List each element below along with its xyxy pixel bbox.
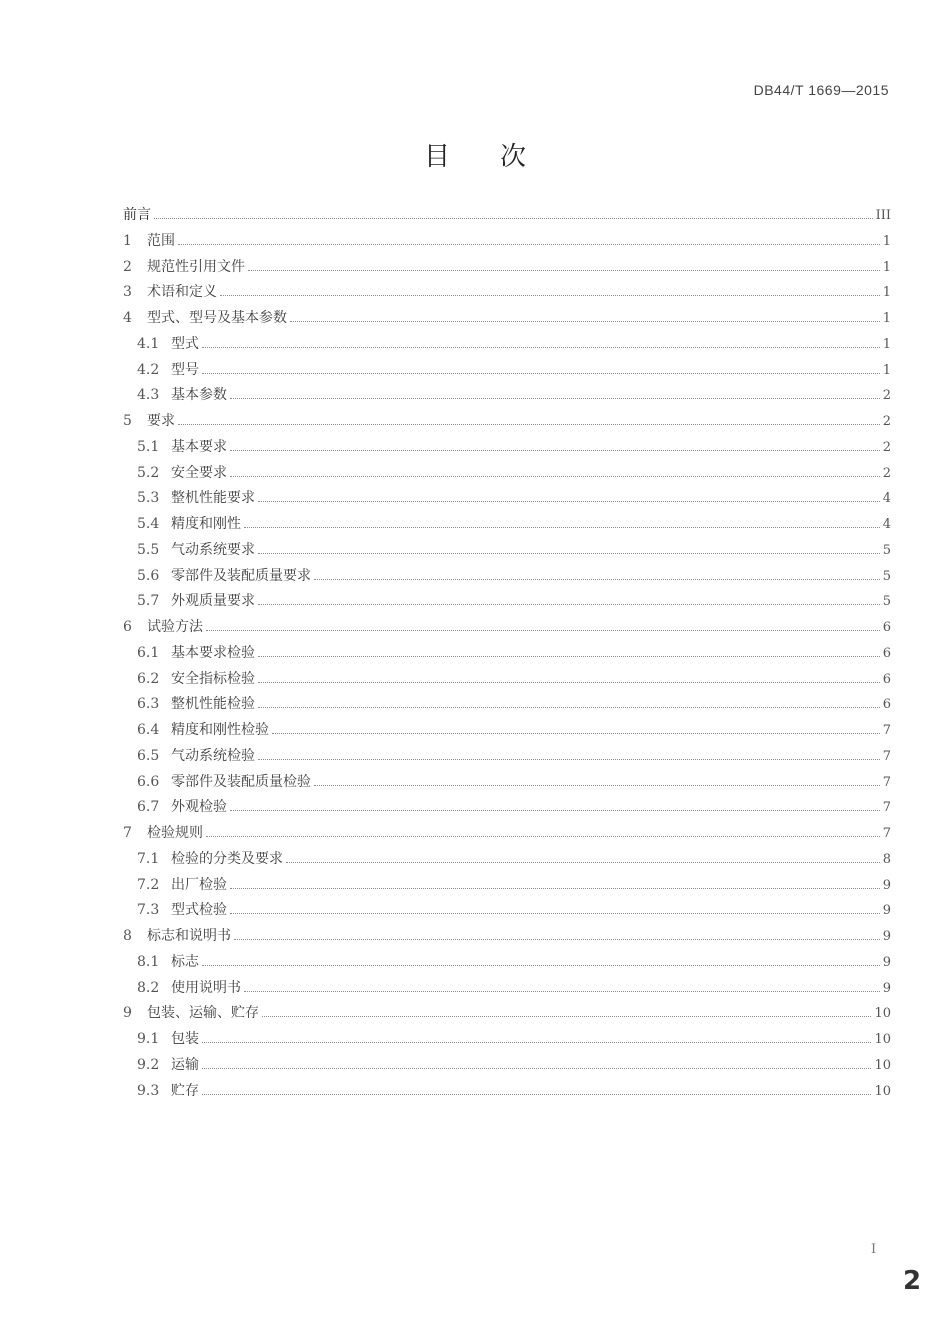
toc-leader-dots [202, 1042, 871, 1043]
page-title: 目次 [423, 142, 576, 172]
toc-entry-label: 外观检验 [171, 799, 227, 816]
toc-entry-page: III [875, 208, 891, 223]
toc-entry[interactable] [123, 899, 891, 925]
table-of-contents [123, 204, 891, 1105]
toc-entry-number: 7.1 [137, 850, 160, 867]
toc-leader-dots [178, 244, 880, 245]
toc-entry-page: 4 [882, 491, 891, 507]
toc-entry[interactable] [123, 384, 891, 410]
toc-leader-dots [258, 759, 880, 760]
toc-entry[interactable] [123, 1002, 891, 1028]
toc-entry-page: 6 [882, 645, 891, 661]
toc-entry[interactable] [123, 977, 891, 1003]
toc-entry-page: 9 [882, 980, 891, 996]
toc-leader-dots [202, 347, 880, 348]
toc-entry[interactable] [123, 410, 891, 436]
toc-leader-dots [258, 656, 880, 657]
toc-entry-page: 10 [874, 1032, 891, 1047]
toc-leader-dots [230, 810, 880, 811]
toc-entry-number: 3 [123, 284, 132, 301]
toc-entry-number: 5 [123, 413, 132, 429]
toc-entry-label: 基本参数 [171, 387, 227, 404]
toc-entry-label: 前言 [123, 207, 151, 223]
toc-entry-label: 要求 [147, 413, 175, 429]
page-number: 2 [903, 1266, 922, 1296]
toc-entry-number: 8.2 [137, 979, 160, 996]
toc-entry-number: 6.1 [137, 644, 160, 661]
toc-entry-page: 6 [882, 697, 891, 713]
toc-entry-label: 精度和刚性 [171, 516, 241, 532]
toc-leader-dots [286, 862, 880, 863]
toc-leader-dots [258, 707, 880, 708]
toc-entry-label: 包装 [171, 1031, 199, 1047]
toc-entry-number: 5.2 [137, 464, 160, 481]
toc-entry-page: 5 [882, 568, 891, 584]
toc-entry-page: 7 [882, 826, 891, 841]
toc-entry-label: 零部件及装配质量要求 [171, 567, 311, 584]
toc-entry[interactable] [123, 616, 891, 642]
toc-entry-label: 检验规则 [147, 825, 203, 841]
toc-entry-number: 6.3 [137, 696, 160, 713]
toc-leader-dots [314, 579, 880, 580]
toc-entry-number: 6.4 [137, 722, 160, 738]
toc-entry-label: 基本要求 [171, 438, 227, 455]
toc-entry-number: 4.1 [137, 335, 160, 352]
toc-entry-label: 规范性引用文件 [147, 258, 245, 275]
toc-entry-page: 1 [882, 285, 891, 301]
toc-entry-label: 标志和说明书 [147, 928, 231, 944]
toc-leader-dots [206, 836, 880, 837]
toc-entry-page: 1 [882, 336, 891, 352]
toc-entry[interactable] [123, 745, 891, 771]
toc-entry-page: 9 [882, 877, 891, 893]
toc-entry-page: 7 [882, 800, 891, 816]
toc-entry-number: 7.2 [137, 876, 160, 893]
toc-entry-label: 整机性能要求 [171, 490, 255, 507]
toc-entry-label: 气动系统要求 [171, 541, 255, 558]
toc-leader-dots [178, 424, 880, 425]
toc-leader-dots [220, 295, 880, 296]
toc-entry[interactable] [123, 796, 891, 822]
toc-entry-page: 2 [882, 414, 891, 429]
toc-leader-dots [314, 785, 880, 786]
toc-leader-dots [202, 373, 880, 374]
toc-entry-page: 7 [882, 723, 891, 738]
toc-leader-dots [230, 450, 880, 451]
toc-entry[interactable] [123, 590, 891, 616]
toc-entry[interactable] [123, 333, 891, 359]
toc-entry-label: 使用说明书 [171, 979, 241, 996]
toc-entry-page: 6 [882, 671, 891, 687]
toc-entry-number: 6.6 [137, 773, 160, 790]
toc-leader-dots [272, 733, 880, 734]
toc-entry-page: 10 [874, 1083, 891, 1099]
toc-entry-label: 标志 [171, 953, 199, 970]
toc-entry-label: 安全指标检验 [171, 670, 255, 687]
toc-entry-number: 6.5 [137, 747, 160, 764]
toc-entry-label: 试验方法 [147, 619, 203, 635]
toc-entry-number: 5.6 [137, 567, 160, 584]
toc-entry-page: 2 [882, 388, 891, 404]
toc-entry-label: 整机性能检验 [171, 696, 255, 713]
toc-leader-dots [206, 630, 880, 631]
toc-leader-dots [230, 888, 880, 889]
toc-entry[interactable] [123, 822, 891, 848]
toc-leader-dots [258, 501, 880, 502]
toc-entry[interactable] [123, 693, 891, 719]
toc-entry[interactable] [123, 539, 891, 565]
toc-leader-dots [230, 913, 880, 914]
toc-entry-page: 10 [874, 1006, 891, 1022]
toc-entry-number: 5.7 [137, 593, 160, 610]
toc-entry-number: 8.1 [137, 953, 160, 970]
toc-entry-label: 基本要求检验 [171, 644, 255, 661]
toc-entry-number: 9 [123, 1005, 132, 1022]
toc-entry[interactable] [123, 719, 891, 745]
toc-entry-number: 6.2 [137, 670, 160, 687]
toc-entry-page: 9 [882, 929, 891, 944]
toc-entry-number: 2 [123, 258, 132, 275]
toc-entry-label: 包装、运输、贮存 [147, 1005, 259, 1022]
toc-entry-page: 7 [882, 748, 891, 764]
toc-entry[interactable] [123, 307, 891, 333]
toc-entry-label: 出厂检验 [171, 876, 227, 893]
toc-entry[interactable] [123, 256, 891, 282]
toc-entry[interactable] [123, 771, 891, 797]
toc-entry-number: 9.2 [137, 1056, 160, 1073]
toc-entry[interactable] [123, 848, 891, 874]
toc-entry-number: 1 [123, 232, 132, 249]
toc-entry-number: 7 [123, 825, 132, 841]
toc-entry-number: 4.3 [137, 387, 160, 404]
toc-entry[interactable] [123, 951, 891, 977]
toc-entry-number: 5.1 [137, 438, 160, 455]
toc-entry[interactable] [123, 462, 891, 488]
standard-code: DB44/T 1669—2015 [753, 82, 889, 98]
toc-leader-dots [234, 939, 880, 940]
toc-leader-dots [258, 553, 880, 554]
toc-entry-number: 5.4 [137, 516, 160, 532]
toc-entry-number: 9.3 [137, 1082, 160, 1099]
toc-entry-page: 1 [882, 311, 891, 326]
toc-entry-page: 5 [882, 542, 891, 558]
toc-leader-dots [258, 604, 880, 605]
toc-entry-label: 检验的分类及要求 [171, 850, 283, 867]
toc-entry-label: 贮存 [171, 1082, 199, 1099]
toc-entry-page: 6 [882, 620, 891, 635]
toc-entry-label: 运输 [171, 1056, 199, 1073]
toc-entry-number: 6 [123, 619, 132, 635]
toc-entry[interactable] [123, 359, 891, 385]
toc-entry-page: 2 [882, 439, 891, 455]
toc-leader-dots [230, 398, 880, 399]
toc-leader-dots [248, 270, 880, 271]
toc-entry-page: 2 [882, 465, 891, 481]
toc-entry-label: 零部件及装配质量检验 [171, 773, 311, 790]
toc-entry[interactable] [123, 1080, 891, 1106]
toc-leader-dots [244, 527, 880, 528]
toc-leader-dots [262, 1016, 871, 1017]
toc-leader-dots [244, 991, 880, 992]
toc-entry-page: 4 [882, 517, 891, 532]
toc-entry-label: 安全要求 [171, 464, 227, 481]
toc-entry-number: 8 [123, 928, 132, 944]
toc-entry[interactable] [123, 925, 891, 951]
toc-entry-label: 外观质量要求 [171, 593, 255, 610]
toc-entry-label: 精度和刚性检验 [171, 722, 269, 738]
toc-entry-label: 型式、型号及基本参数 [147, 310, 287, 326]
toc-entry-page: 1 [882, 233, 891, 249]
toc-entry[interactable] [123, 1028, 891, 1054]
toc-entry-label: 型号 [171, 361, 199, 378]
roman-page-mark: I [871, 1242, 877, 1257]
toc-leader-dots [258, 682, 880, 683]
toc-leader-dots [154, 218, 873, 219]
toc-entry-label: 气动系统检验 [171, 747, 255, 764]
toc-entry-number: 9.1 [137, 1031, 160, 1047]
toc-entry[interactable] [123, 513, 891, 539]
toc-entry-page: 8 [882, 851, 891, 867]
toc-entry-label: 型式检验 [171, 902, 227, 919]
toc-entry-number: 5.5 [137, 541, 160, 558]
toc-leader-dots [202, 965, 880, 966]
toc-entry[interactable] [123, 1054, 891, 1080]
toc-entry-label: 型式 [171, 335, 199, 352]
toc-entry-page: 9 [882, 903, 891, 919]
toc-entry-number: 4 [123, 310, 132, 326]
toc-entry-page: 5 [882, 594, 891, 610]
toc-entry-page: 9 [882, 954, 891, 970]
toc-entry[interactable] [123, 436, 891, 462]
toc-entry-page: 10 [874, 1057, 891, 1073]
toc-entry-page: 7 [882, 774, 891, 790]
toc-entry-label: 范围 [147, 232, 175, 249]
toc-entry[interactable] [123, 668, 891, 694]
toc-entry-label: 术语和定义 [147, 284, 217, 301]
toc-entry[interactable] [123, 874, 891, 900]
toc-entry-number: 6.7 [137, 799, 160, 816]
toc-entry[interactable] [123, 281, 891, 307]
toc-entry-page: 1 [882, 259, 891, 275]
toc-leader-dots [290, 321, 880, 322]
toc-entry[interactable] [123, 204, 891, 230]
toc-entry-number: 7.3 [137, 902, 160, 919]
toc-leader-dots [202, 1094, 871, 1095]
toc-entry[interactable] [123, 642, 891, 668]
toc-entry-number: 5.3 [137, 490, 160, 507]
toc-entry-page: 1 [882, 362, 891, 378]
toc-leader-dots [230, 476, 880, 477]
toc-entry[interactable] [123, 230, 891, 256]
toc-entry[interactable] [123, 487, 891, 513]
toc-leader-dots [202, 1068, 871, 1069]
toc-entry-number: 4.2 [137, 361, 160, 378]
toc-entry[interactable] [123, 565, 891, 591]
